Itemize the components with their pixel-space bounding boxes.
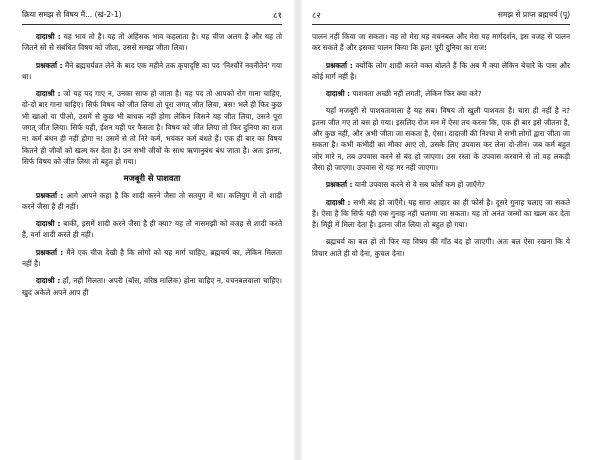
- left-running-title: क्रिया समझ से विषय मैं... (खं-2-1): [22, 10, 122, 19]
- paragraph-text: यह भाव तो है। यह तो अहिंसक भाव कहलाता है। यह चीज अलग है और यह तो जितने सो से संबंधित विषय को जीता, उससे समझ जीता लिया।: [22, 32, 283, 53]
- paragraph: [312, 197, 570, 231]
- paragraph-text: जो यह पद गाए न, उनका साफ हो जाता है। यह पद तो आपको रोग गाना चाहिए, दो-दो बार गाना चाहिए। सिर्फ विषय को जीत लिया तो पूरा जगत् जीत लिया, बस! भले ही फिर कुछ भी खाओ या पीओ, उसमें से कुछ भी बाधक नहीं होगा लेकिन जिसने यह जीत लिया, उसने पूरा जगत् जीत लिया। सिर्फ यही, ईशन यहीं पर फैसता है। विषय को जीत लिया तो फिर दुनिया का राज न! कर्म बंधन ही नहीं होगा न! उसमें से तो निरे कर्म, भयंकर कर्म बंधते हैं। एक ही बार का विषय कितने ही जीवों को खत्म कर देता है। उन सभी जीवों के साथ ऋणानुबंध बंध जाता है। अतः इतना, सिर्फ विषय को जीत लिया तो बहुत हो गया।: [22, 89, 282, 166]
- paragraph-text: क्योंकि लोग शादी करते वक्त बोलते हैं कि अब मैं क्या लेकिन बेचारे के पास और कोई मार्ग नहीं है।: [312, 60, 570, 81]
- paragraph-text: ब्रह्मचर्य का बल हो तो फिर यह विषय की गाँठ बंद हो जाएगी। अतः बल ऐसा रखना कि ये विचार आते ही वो देना, कुचल देना।: [312, 237, 570, 258]
- speaker-label: दादाश्री :: [36, 32, 61, 41]
- speaker-label: दादाश्री :: [326, 89, 351, 99]
- paragraph-text: पालन नहीं किया जा सकता। वह तो मेरा यह वचनबल और मेरा यह मार्गदर्शन, इस वजह से पालन कर सकते हैं और इसका पालन किया कि हल! पूरी दुनिया का राज!: [312, 32, 570, 53]
- paragraph-text: आगे आपने कहा है कि शादी करने जैसा तो सतयुग में था। कलियुग में तो शादी करने जैसा है ही नहीं।: [22, 190, 282, 211]
- paragraph: [22, 190, 282, 213]
- paragraph-text: यानी उपवास करने से वे सब फोर्स कम हो जाएँगे?: [352, 180, 485, 190]
- left-page-body: [22, 31, 282, 298]
- paragraph: [312, 60, 570, 83]
- paragraph-text: हाँ, नहीं मिलता। अपरी (बॉस, वरिष्ठ मालिक) होना चाहिए न, वचनबलवाला चाहिए। खुद अकेले अपने आप ही: [22, 276, 283, 297]
- speaker-label: प्रश्नकर्ता :: [326, 60, 353, 70]
- paragraph: [312, 31, 570, 54]
- paragraph-text: मैंने एक चीज देखी है कि लोगों को यह मार्ग चाहिए, ब्रह्मचर्य का, लेकिन मिलता नहीं है।: [22, 247, 282, 269]
- paragraph: [22, 247, 282, 270]
- speaker-label: प्रश्नकर्ता :: [326, 180, 353, 190]
- paragraph-text: पाशवता अच्छी नहीं लगती, लेकिन फिर क्या करे?: [350, 89, 482, 99]
- speaker-label: दादाश्री :: [326, 197, 351, 207]
- left-page: [0, 0, 290, 460]
- speaker-label: दादाश्री :: [36, 276, 61, 286]
- paragraph: [22, 60, 282, 83]
- paragraph: [312, 179, 570, 190]
- paragraph: [22, 31, 282, 54]
- paragraph-text: बाकी, इसमें शादी करने जैसा है ही क्या? यह तो नासमझी को वजह से शादी करते हैं, वर्ना शादी करते ही नहीं।: [22, 219, 282, 240]
- paragraph-text: सभी बंद हो जाएँगे। यह सारा आहार का ही फोर्स है। दूसरे गुनाह चलाए जा सकते हैं। ऐसा है कि सिर्फ यही एक गुनाह नहीं चलाया जा सकता। यह तो अनंत जन्मों का खत्म कर देता है। मिट्टी में मिला देता है। इतना जीत लिया तो बहुत हो गया।: [312, 197, 570, 230]
- right-page-body: [312, 31, 570, 259]
- speaker-label: दादाश्री :: [36, 219, 61, 229]
- paragraph: [22, 275, 282, 298]
- speaker-label: प्रश्नकर्ता :: [36, 247, 64, 257]
- left-page-number: ८१: [273, 10, 282, 21]
- left-page-header: [22, 6, 282, 25]
- section-heading: मजबूरी से पाशवता: [123, 173, 181, 184]
- speaker-label: दादाश्री :: [36, 89, 61, 99]
- right-running-title: समझ से प्राप्त ब्रह्मचर्य (पू): [497, 10, 570, 19]
- paragraph: [312, 105, 570, 173]
- paragraph: [22, 218, 282, 241]
- paragraph: [312, 236, 570, 259]
- paragraph-text: यहाँ मजबूरी से पाशवतावाला है यह सब। विषय तो खुली पाशवता है। चारा ही नहीं है न? इतना जीत गए तो बस हो गया। इसलिए रोज मन में ऐसा तय करना कि, एक ही बार इसे जीतना है, और कुछ नहीं, और अभी जीता जा सकता है, ऐसा। दादाजी की निश्चा में सभी लोगों द्वारा जीता जा सकता है। कभी कभीदी का मौका आए तो, उसके लिए उपवास कर लेना दो-तीन। जब कर्म बहुत जोर मारे न, तब उपवास करने से बंद हो जाएगा। उस रस्ता के उपवास करवाने से तो यह लकड़ी जैसा हो जाएगा। उपवास से यह मर नहीं जाएगा।: [312, 106, 570, 172]
- right-page: [300, 0, 590, 460]
- speaker-label: प्रश्नकर्ता :: [36, 60, 63, 70]
- paragraph: [312, 88, 570, 99]
- paragraph-text: मैंने ब्रह्मचर्यव्रत लेने के बाद एक महीने तक कृपादृष्टि का पद 'निश्चौरें नवनीतेनं' गया था।: [22, 60, 282, 81]
- paragraph: [22, 88, 282, 167]
- right-page-header: [312, 6, 570, 25]
- speaker-label: प्रश्नकर्ता :: [36, 190, 64, 200]
- right-page-number: ८२: [312, 10, 321, 21]
